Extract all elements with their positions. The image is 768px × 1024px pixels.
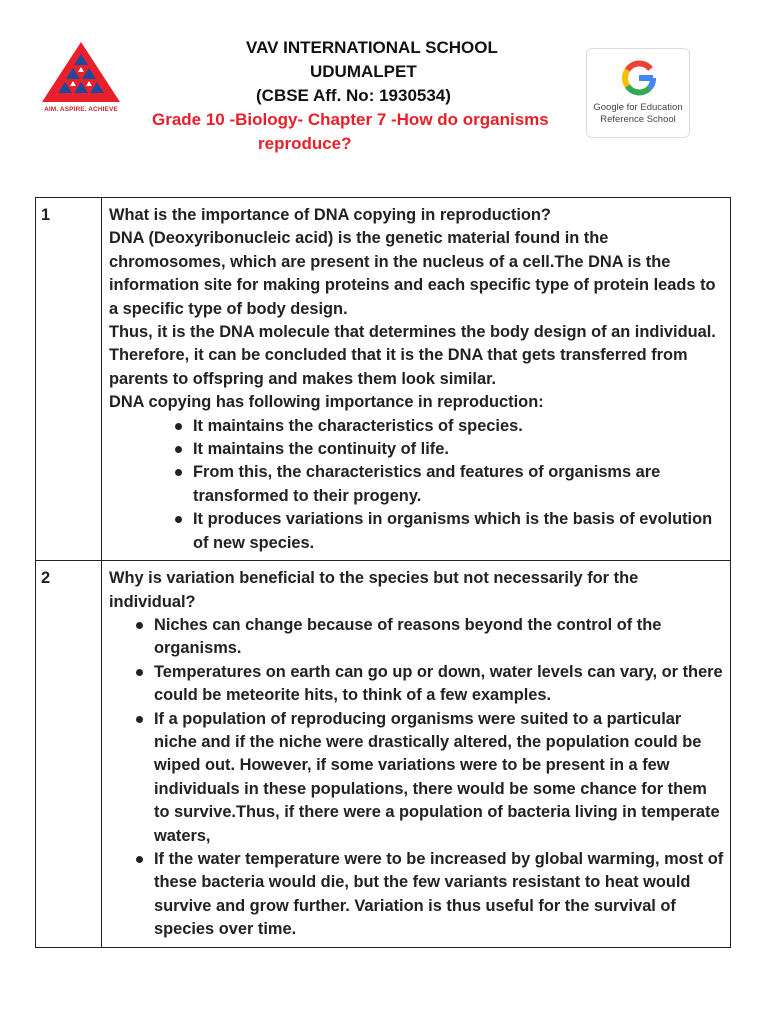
answer-cell (102, 561, 731, 948)
badge-line-2: Reference School (600, 114, 676, 125)
logo-tagline: AIM. ASPIRE. ACHIEVE (44, 106, 118, 113)
list-item: Temperatures on earth can go up or down, water levels can vary, or there could be meteorite hits, to think of a few examples. (154, 661, 724, 708)
question-text: Why is variation beneficial to the species but not necessarily for the individual? (109, 569, 639, 611)
bullet-list (109, 614, 724, 942)
answer-cell (102, 198, 731, 561)
answer-paragraph: DNA copying has following importance in reproduction: (109, 393, 544, 412)
bullet-list (109, 415, 724, 555)
google-g-icon (622, 60, 656, 96)
list-item: From this, the characteristics and features of organisms are transformed to their progeny. (193, 461, 724, 508)
table-row (36, 198, 731, 561)
badge-line-1: Google for Education (593, 102, 683, 113)
list-item: If a population of reproducing organisms were suited to a particular niche and if the niche were drastically altered, the population could be wiped out. However, if some variations were to be present in a few individuals in these populations, there would be some chance for them to survive.Thus, if there were a population of bacteria living in temperate waters, (154, 708, 724, 848)
school-name: VAV INTERNATIONAL SCHOOL (246, 38, 498, 57)
affiliation-number: (CBSE Aff. No: 1930534) (256, 86, 451, 105)
list-item: It maintains the characteristics of species. (193, 415, 724, 438)
answer-paragraph: DNA (Deoxyribonucleic acid) is the genetic material found in the chromosomes, which are present in the nucleus of a cell.The DNA is the information site for making proteins and each specific type of protein leads to a specific type of body design. (109, 229, 716, 318)
school-location: UDUMALPET (310, 62, 417, 81)
table-row (36, 561, 731, 948)
question-table (35, 197, 731, 948)
google-for-education-badge (586, 48, 690, 138)
triangle-pyramid-icon (40, 40, 122, 106)
answer-paragraph: Thus, it is the DNA molecule that determines the body design of an individual. Therefore, it can be concluded that it is the DNA that gets transferred from parents to offspring and makes them look similar. (109, 323, 716, 388)
list-item: It maintains the continuity of life. (193, 438, 724, 461)
question-number: 1 (36, 198, 102, 561)
title-block (140, 36, 580, 156)
list-item: Niches can change because of reasons beyond the control of the organisms. (154, 614, 724, 661)
list-item: If the water temperature were to be increased by global warming, most of these bacteria would die, but the few variants resistant to heat would survive and grow further. Variation is thus useful for the survival of species over time. (154, 848, 724, 942)
subject-heading-continued: reproduce? (258, 134, 352, 153)
list-item: It produces variations in organisms which is the basis of evolution of new species. (193, 508, 724, 555)
question-number: 2 (36, 561, 102, 948)
question-text: What is the importance of DNA copying in reproduction? (109, 206, 551, 224)
subject-heading: Grade 10 -Biology- Chapter 7 -How do organisms (152, 110, 549, 129)
school-logo (40, 40, 122, 120)
document-header (0, 0, 768, 190)
